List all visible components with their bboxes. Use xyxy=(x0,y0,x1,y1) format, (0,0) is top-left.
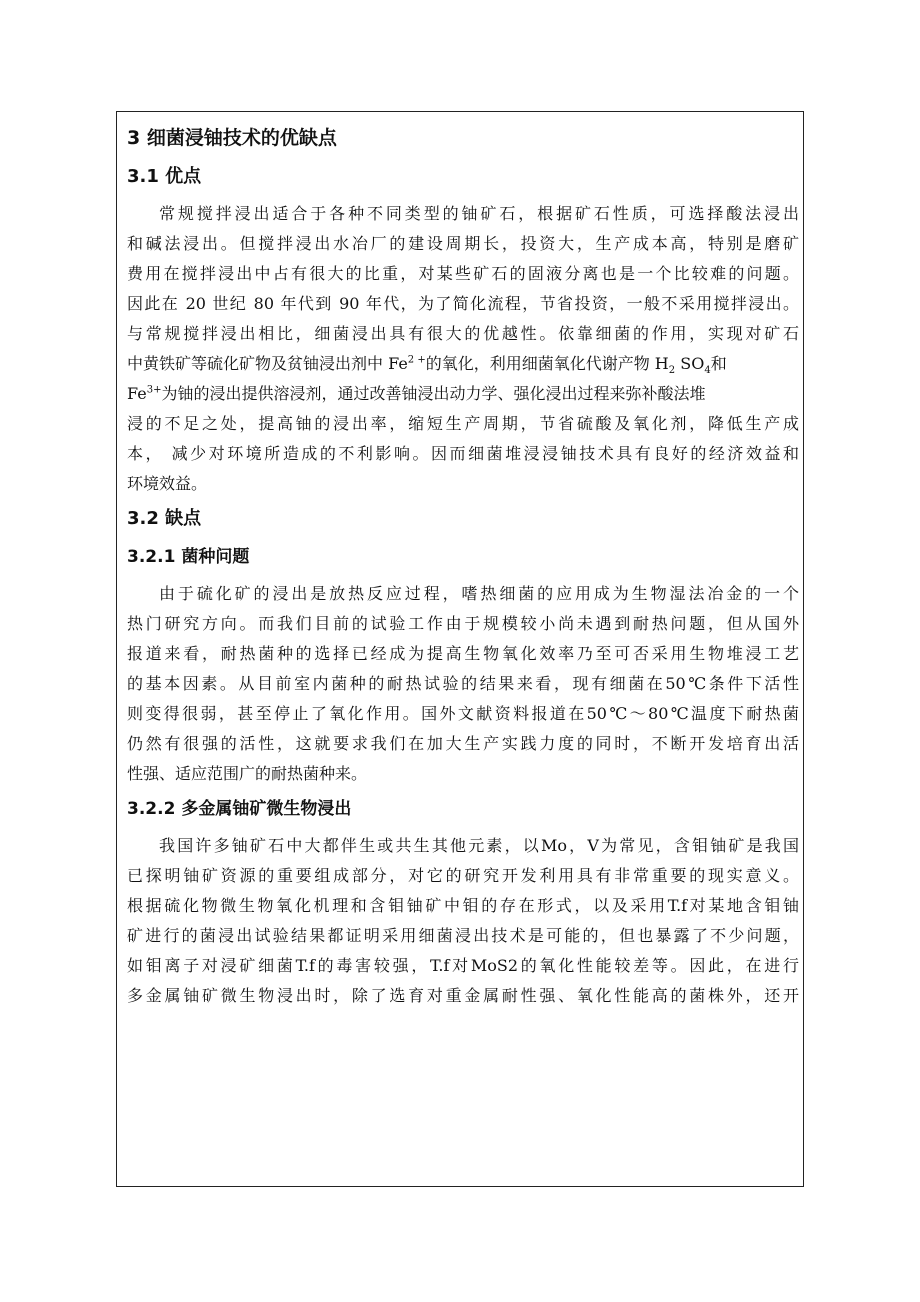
section-3-2-2-heading: 3.2.2 多金属铀矿微生物浸出 xyxy=(127,799,352,819)
formula-superscript: 3+ xyxy=(146,384,162,396)
formula-text: SO xyxy=(675,354,705,373)
formula-text: 的氧化，利用细菌氧化代谢产物 H xyxy=(425,354,669,373)
paragraph-line: 常规搅拌浸出适合于各种不同类型的铀矿石，根据矿石性质，可选择酸法浸出 xyxy=(159,204,799,223)
section-3-2-1-heading: 3.2.1 菌种问题 xyxy=(127,547,250,567)
paragraph-line: 已探明铀矿资源的重要组成部分，对它的研究开发利用具有非常重要的现实意义。 xyxy=(127,866,799,885)
paragraph-line: 由于硫化矿的浸出是放热反应过程，嗜热细菌的应用成为生物湿法冶金的一个 xyxy=(159,584,799,603)
section-3-1-heading: 3.1 优点 xyxy=(127,166,202,187)
paragraph-line-formula xyxy=(127,349,799,379)
paragraph-line: 仍然有很强的活性，这就要求我们在加大生产实践力度的同时，不断开发培育出活 xyxy=(127,734,799,753)
formula-text: 中黄铁矿等硫化矿物及贫铀浸出剂中 Fe xyxy=(127,354,408,373)
document-content xyxy=(127,122,799,1015)
section-3-1-paragraph xyxy=(127,199,799,499)
paragraph-line: 报道来看，耐热菌种的选择已经成为提高生物氧化效率乃至可否采用生物堆浸工艺 xyxy=(127,644,799,663)
paragraph-line-formula xyxy=(127,379,799,409)
paragraph-line: 因此在 20 世纪 80 年代到 90 年代，为了简化流程，节省投资，一般不采用搅拌浸出。 xyxy=(127,294,799,313)
section-title: 3 细菌浸铀技术的优缺点 xyxy=(127,127,337,149)
paragraph-line: 则变得很弱，甚至停止了氧化作用。国外文献资料报道在50℃～80℃温度下耐热菌 xyxy=(127,704,799,723)
formula-superscript: 2 + xyxy=(407,354,426,366)
paragraph-line: 与常规搅拌浸出相比，细菌浸出具有很大的优越性。依靠细菌的作用，实现对矿石 xyxy=(127,324,799,343)
formula-text: 和 xyxy=(710,354,727,373)
paragraph-line: 环境效益。 xyxy=(127,474,208,493)
paragraph-line: 我国许多铀矿石中大都伴生或共生其他元素，以Mo，V为常见，含钼铀矿是我国 xyxy=(159,836,799,855)
formula-subscript: 2 xyxy=(668,365,676,377)
section-3-2-2-paragraph xyxy=(127,831,799,1011)
paragraph-line: 如钼离子对浸矿细菌T.f的毒害较强，T.f对MoS2的氧化性能较差等。因此，在进行 xyxy=(127,956,799,975)
section-3-2-1-paragraph xyxy=(127,579,799,789)
formula-subscript: 4 xyxy=(704,365,711,377)
paragraph-line: 多金属铀矿微生物浸出时，除了选育对重金属耐性强、氧化性能高的菌株外，还开 xyxy=(127,986,799,1005)
paragraph-line: 的基本因素。从目前室内菌种的耐热试验的结果来看，现有细菌在50℃条件下活性 xyxy=(127,674,799,693)
document-frame xyxy=(116,111,804,1187)
paragraph-line: 费用在搅拌浸出中占有很大的比重，对某些矿石的固液分离也是一个比较难的问题。 xyxy=(127,264,799,283)
paragraph-line: 本， 减少对环境所造成的不利影响。因而细菌堆浸浸铀技术具有良好的经济效益和 xyxy=(127,444,799,463)
paragraph-line: 性强、适应范围广的耐热菌种来。 xyxy=(127,764,368,783)
formula-text: Fe xyxy=(127,384,147,403)
paragraph-line: 矿进行的菌浸出试验结果都证明采用细菌浸出技术是可能的，但也暴露了不少问题， xyxy=(127,926,799,945)
paragraph-line: 热门研究方向。而我们目前的试验工作由于规模较小尚未遇到耐热问题，但从国外 xyxy=(127,614,799,633)
paragraph-line: 和碱法浸出。但搅拌浸出水冶厂的建设周期长，投资大，生产成本高，特别是磨矿 xyxy=(127,234,799,253)
section-3-2-heading: 3.2 缺点 xyxy=(127,508,202,529)
paragraph-line: 根据硫化物微生物氧化机理和含钼铀矿中钼的存在形式，以及采用T.f对某地含钼铀 xyxy=(127,896,799,915)
formula-text: 为铀的浸出提供溶浸剂，通过改善铀浸出动力学、强化浸出过程来弥补酸法堆 xyxy=(161,384,706,403)
paragraph-line: 浸的不足之处，提高铀的浸出率，缩短生产周期，节省硫酸及氧化剂，降低生产成 xyxy=(127,414,799,433)
